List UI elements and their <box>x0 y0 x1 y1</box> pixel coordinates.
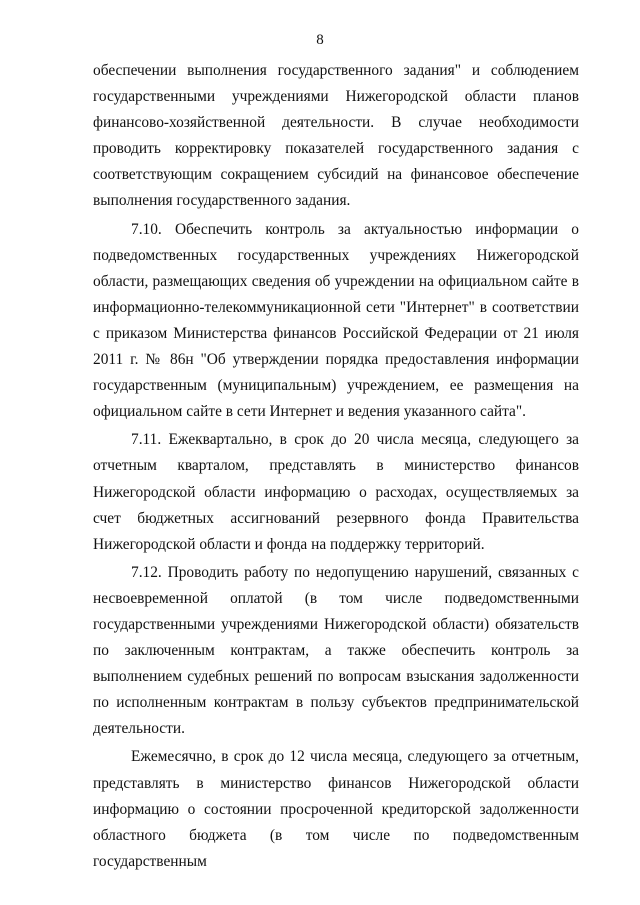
page-number: 8 <box>316 32 324 48</box>
paragraph-7-11: 7.11. Ежеквартально, в срок до 20 числа месяца, следующего за отчетным кварталом, представлять в министерство финансов Нижегородской области информацию о расходах, осуществляемых за счет бюджетных ассигнований резервного фонда Правительства Нижегородской области и фонда на поддержку территорий. <box>93 431 579 553</box>
document-body <box>93 58 579 875</box>
paragraph-7-10: 7.10. Обеспечить контроль за актуальностью информации о подведомственных государственных учреждениях Нижегородской области, размещающих сведения об учреждении на официальном сайте в информационно-телекоммуникационной сети "Интернет" в соответствии с приказом Министерства финансов Российской Федерации от 21 июля 2011 г. № 86н "Об утверждении порядка предоставления информации государственным (муниципальным) учреждением, ее размещения на официальном сайте в сети Интернет и ведения указанного сайта". <box>93 220 579 421</box>
paragraph-monthly-report: Ежемесячно, в срок до 12 числа месяца, следующего за отчетным, представлять в министерство финансов Нижегородской области информацию о состоянии просроченной кредиторской задолженности областного бюджета (в том числе по подведомственным государственным <box>93 748 579 870</box>
paragraph-continuation: обеспечении выполнения государственного задания" и соблюдением государственными учреждениями Нижегородской области планов финансово-хозяйственной деятельности. В случае необходимости проводить корректировку показателей государственного задания с соответствующим сокращением субсидий на финансовое обеспечение выполнения государственного задания. <box>93 62 579 210</box>
paragraph-7-12: 7.12. Проводить работу по недопущению нарушений, связанных с несвоевременной оплатой (в том числе подведомственными государственными учреждениями Нижегородской области) обязательств по заключенным контрактам, а также обеспечить контроль за выполнением судебных решений по вопросам взыскания задолженности по исполненным контрактам в пользу субъектов предпринимательской деятельности. <box>93 563 579 738</box>
